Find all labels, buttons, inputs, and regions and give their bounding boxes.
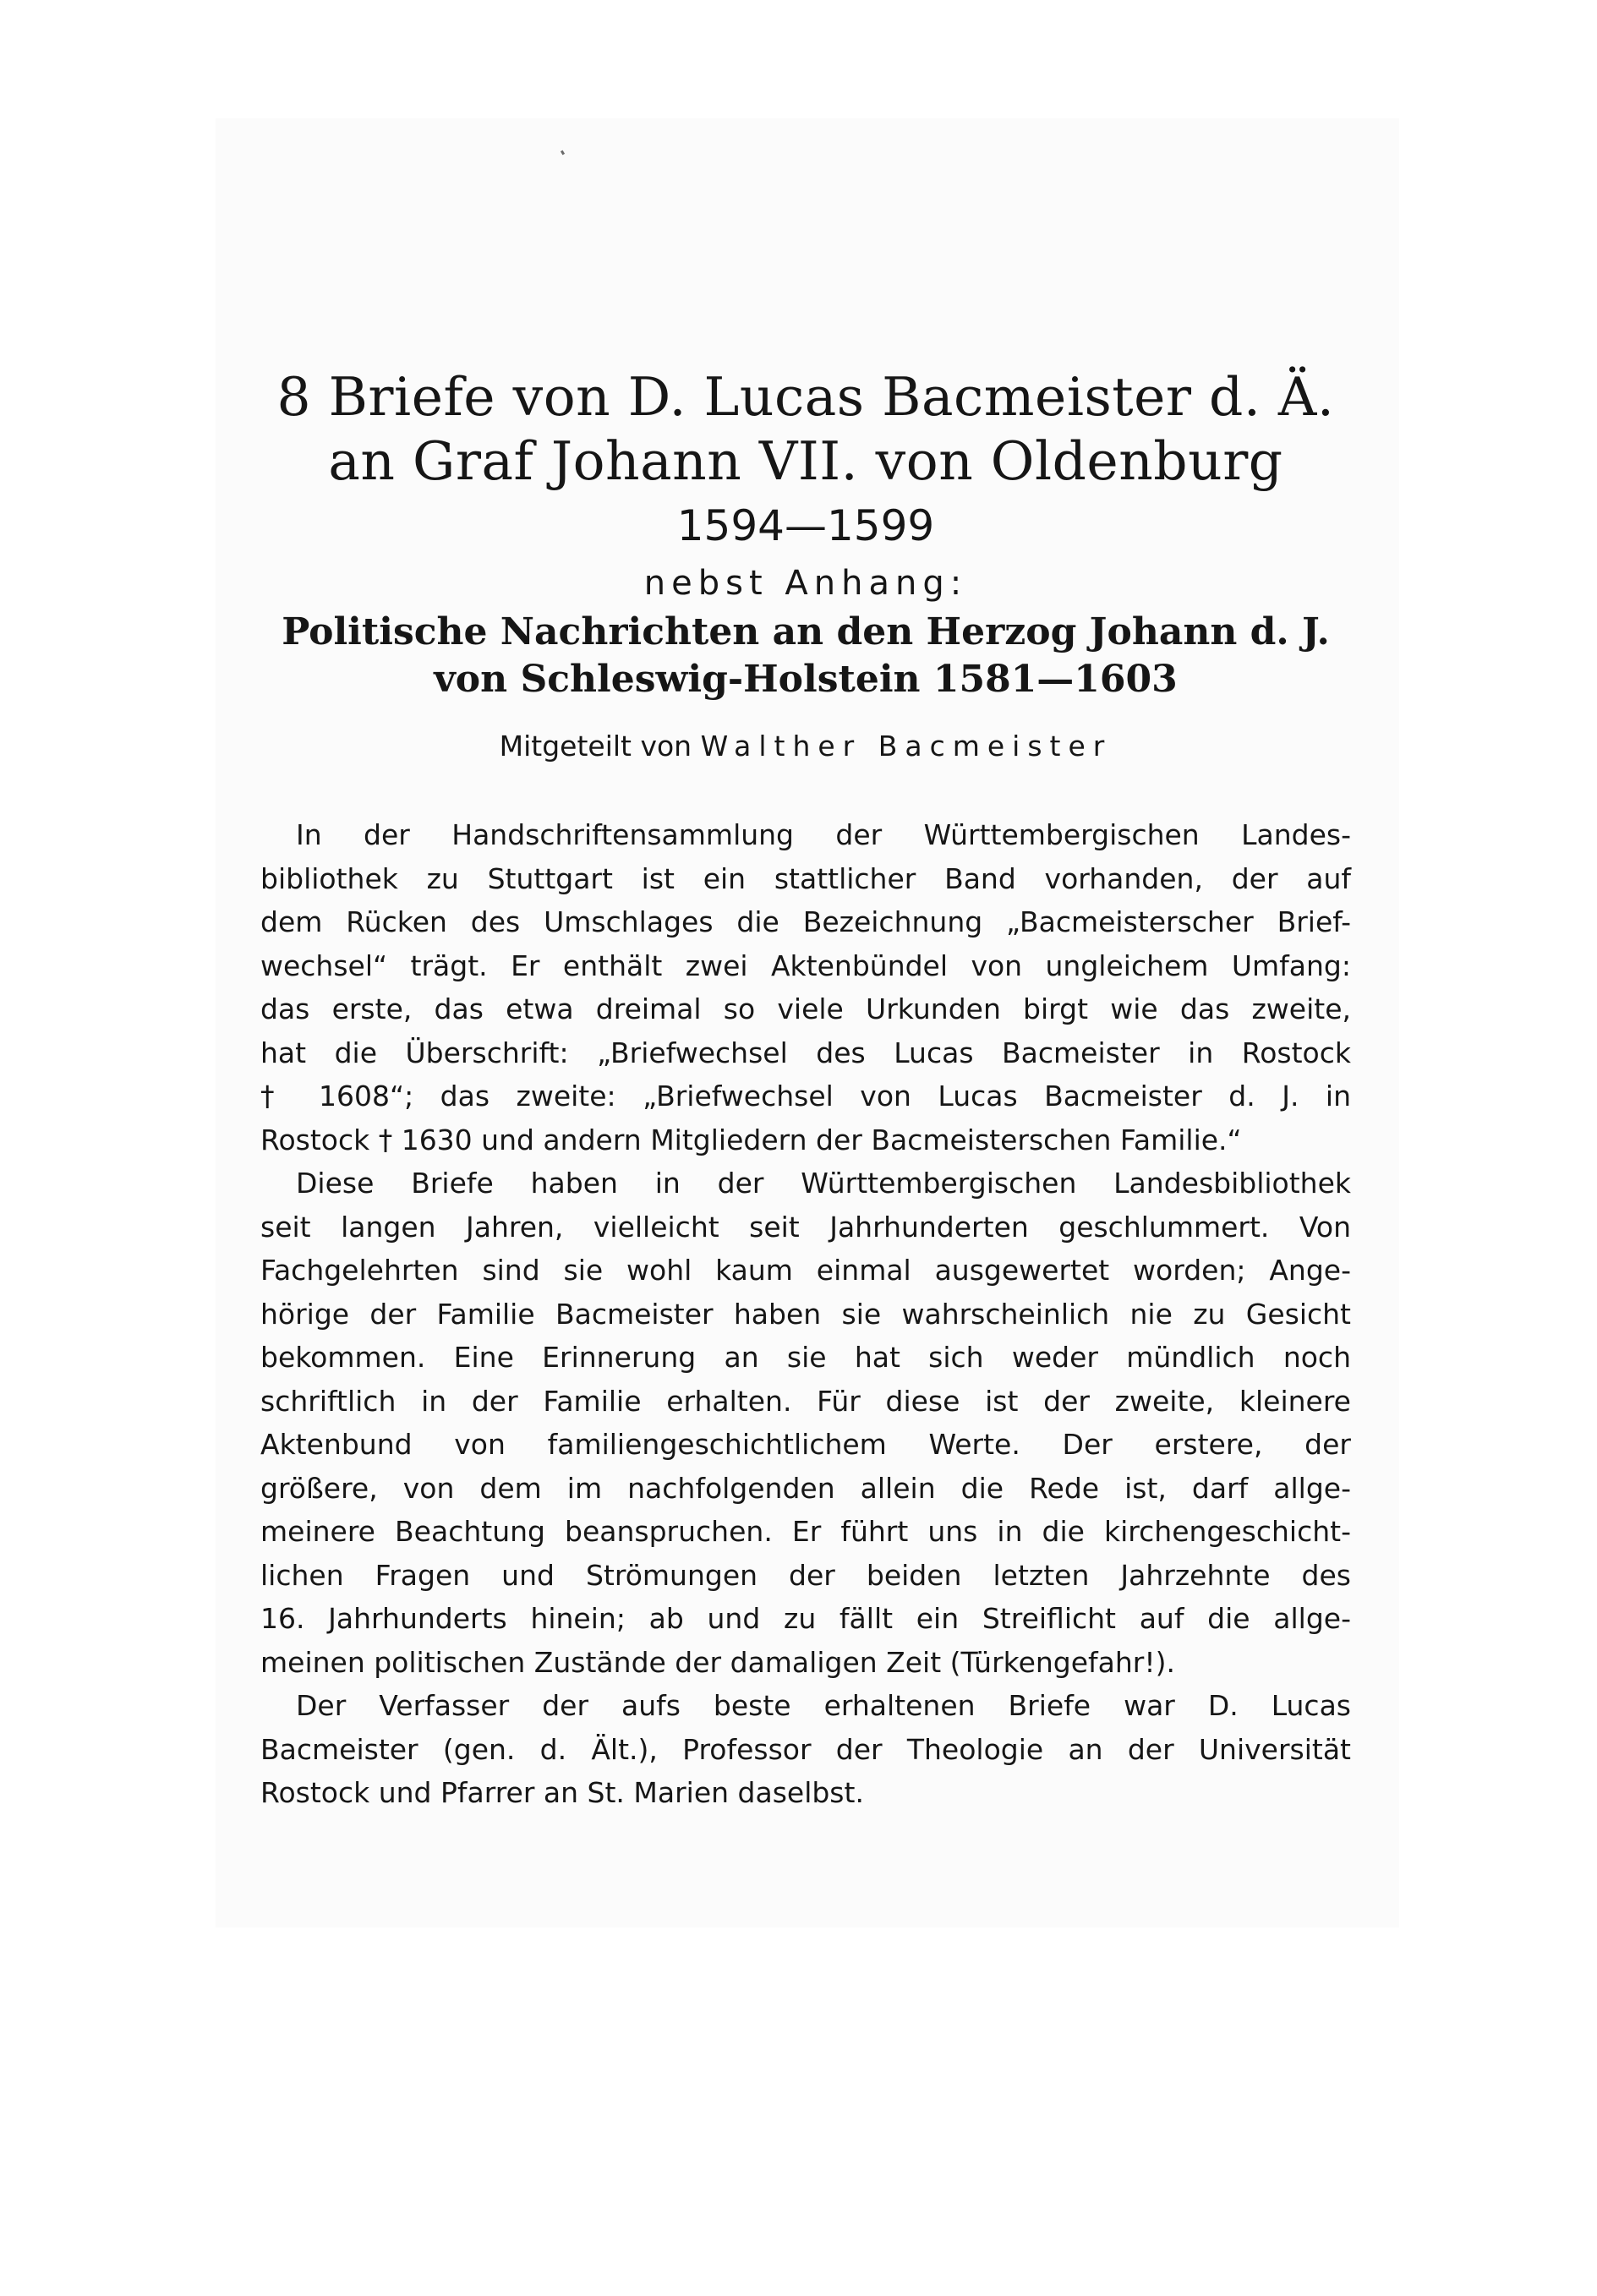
text-line: schriftlich in der Familie erhalten. Für diese ist der zweite, kleinere xyxy=(260,1384,1351,1418)
text-line: dem Rücken des Umschlages die Bezeichnung „Bacmeisterscher Brief- xyxy=(260,905,1351,938)
subtitle-line-2: von Schleswig-Holstein 1581—1603 xyxy=(434,658,1178,701)
title-years: 1594—1599 xyxy=(676,501,935,550)
text-line: meinere Beachtung beanspruchen. Er führt uns in die kirchengeschicht- xyxy=(260,1515,1351,1548)
text-line: Bacmeister (gen. d. Ält.), Professor der Theologie an der Universität xyxy=(260,1732,1351,1766)
text-line: wechsel“ trägt. Er enthält zwei Aktenbündel von ungleichem Umfang: xyxy=(260,948,1351,982)
text-line: In der Handschriftensammlung der Württembergischen Landes- xyxy=(296,818,1351,851)
text-line: bibliothek zu Stuttgart ist ein stattlicher Band vorhanden, der auf xyxy=(260,861,1351,895)
text-line: meinen politischen Zustände der damaligen Zeit (Türkengefahr!). xyxy=(260,1645,1175,1679)
paragraph-2 xyxy=(260,1162,1351,1684)
text-line: größere, von dem im nachfolgenden allein die Rede ist, darf allge- xyxy=(260,1471,1351,1505)
author-prefix: Mitgeteilt von xyxy=(499,730,692,763)
subtitle-line-1: Politische Nachrichten an den Herzog Johann d. J. xyxy=(282,610,1330,653)
text-line: Diese Briefe haben in der Württembergischen Landesbibliothek xyxy=(296,1167,1351,1200)
text-line: Fachgelehrten sind sie wohl kaum einmal ausgewertet worden; Ange- xyxy=(260,1254,1351,1287)
text-line: bekommen. Eine Erinnerung an sie hat sich weder mündlich noch xyxy=(260,1341,1351,1374)
article xyxy=(260,365,1351,1815)
text-line: Der Verfasser der aufs beste erhaltenen Briefe war D. Lucas xyxy=(296,1689,1351,1722)
text-line: Rostock † 1630 und andern Mitgliedern der Bacmeisterschen Familie.“ xyxy=(260,1123,1242,1156)
text-line: lichen Fragen und Strömungen der beiden letzten Jahrzehnte des xyxy=(260,1558,1351,1592)
text-line: 16. Jahrhunderts hinein; ab und zu fällt ein Streiflicht auf die allge- xyxy=(260,1602,1351,1635)
text-line: Aktenbund von familiengeschichtlichem Werte. Der erstere, der xyxy=(260,1428,1351,1461)
body-text xyxy=(260,813,1351,1815)
text-line: das erste, das etwa dreimal so viele Urkunden birgt wie das zweite, xyxy=(260,992,1351,1025)
author-credit xyxy=(260,725,1351,768)
text-line: seit langen Jahren, vielleicht seit Jahrhunderten geschlummert. Von xyxy=(260,1210,1351,1244)
text-line: hat die Überschrift: „Briefwechsel des Lucas Bacmeister in Rostock xyxy=(260,1036,1351,1069)
text-line: † 1608“; das zweite: „Briefwechsel von Lucas Bacmeister d. J. in xyxy=(260,1080,1351,1112)
author-name: Walther Bacmeister xyxy=(700,730,1113,763)
paragraph-1 xyxy=(260,813,1351,1162)
title-line-2: an Graf Johann VII. von Oldenburg xyxy=(328,430,1283,492)
nebst-anhang: nebst Anhang: xyxy=(643,564,968,603)
text-line: Rostock und Pfarrer an St. Marien daselbst. xyxy=(260,1776,864,1809)
text-line: hörige der Familie Bacmeister haben sie wahrscheinlich nie zu Gesicht xyxy=(260,1297,1351,1331)
paragraph-3 xyxy=(260,1684,1351,1815)
title-line-1: 8 Briefe von D. Lucas Bacmeister d. Ä. xyxy=(276,366,1335,428)
